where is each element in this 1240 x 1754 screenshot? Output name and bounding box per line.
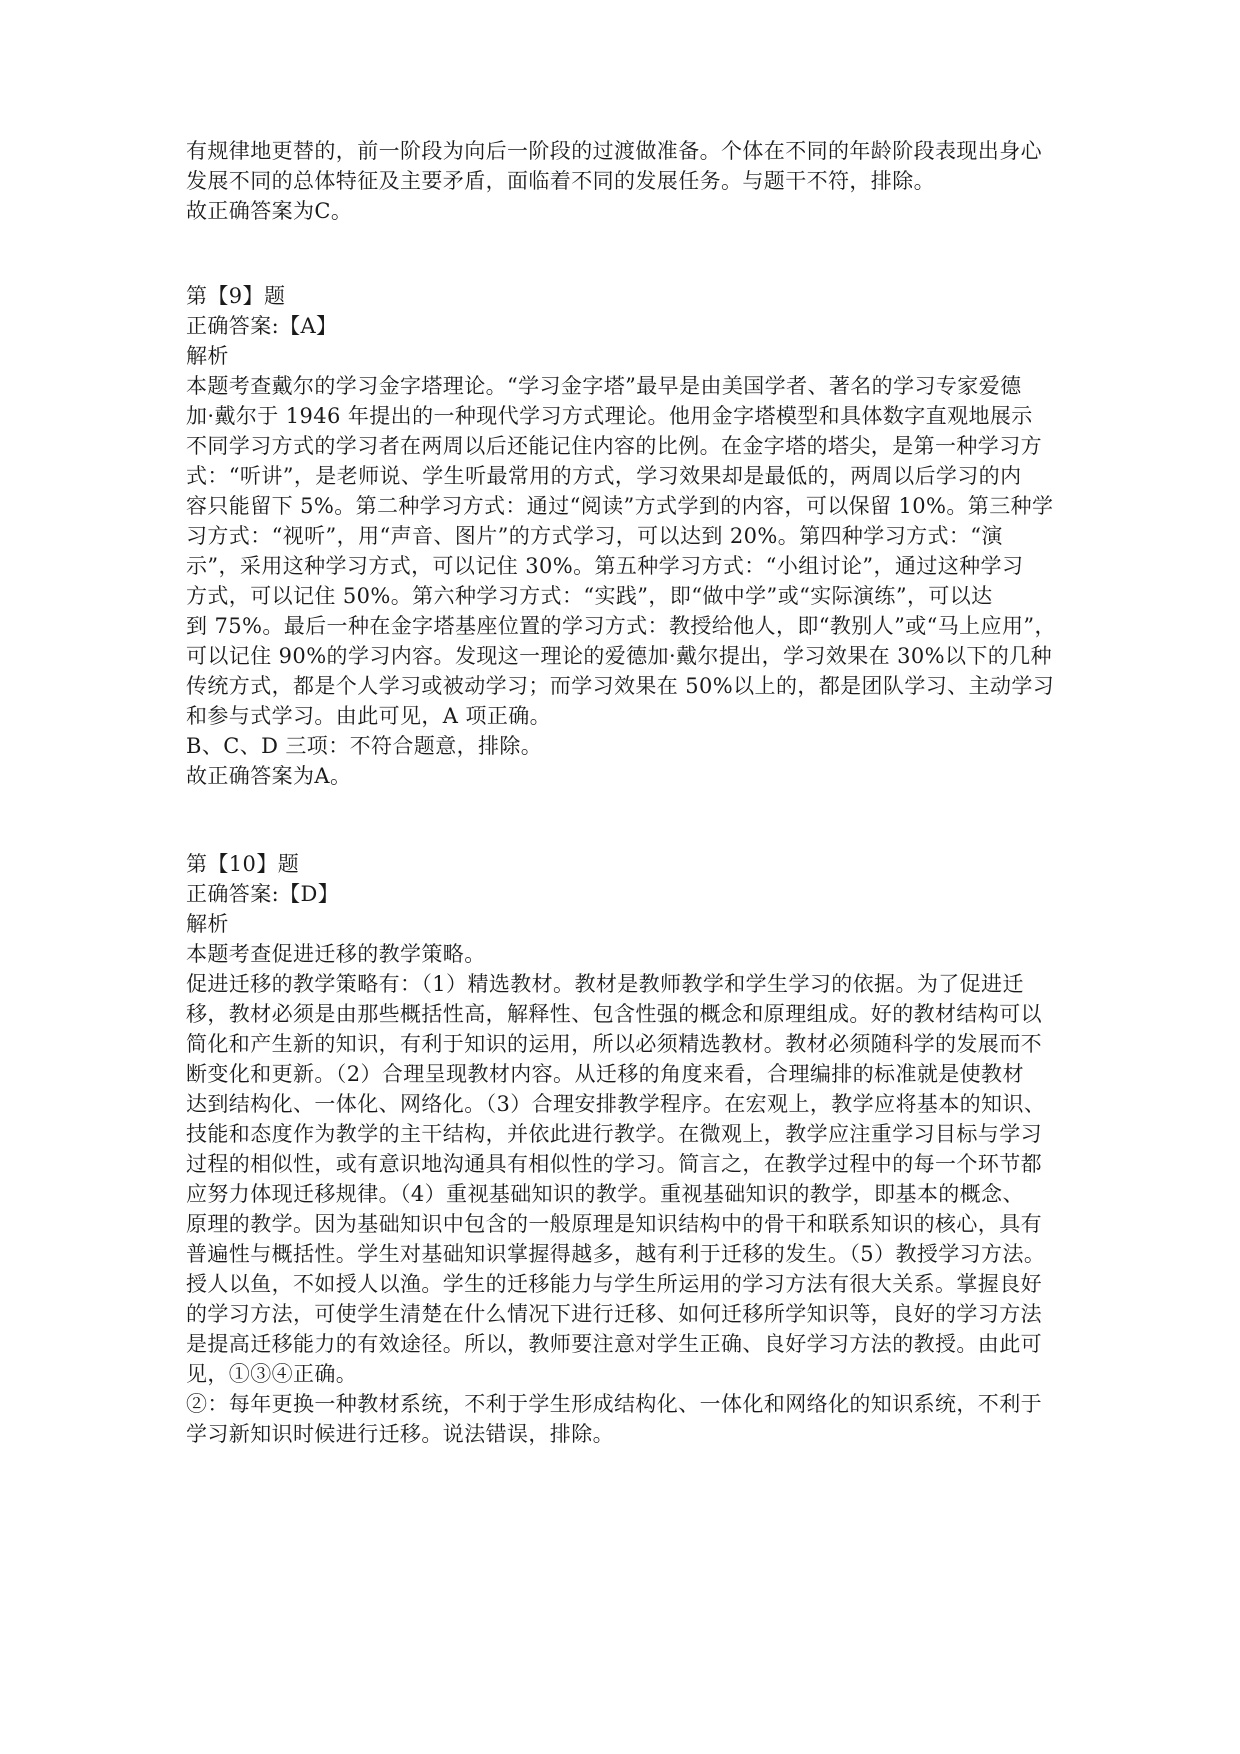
text-line: 原理的教学。因为基础知识中包含的一般原理是知识结构中的骨干和联系知识的核心，具有 [186,1212,1042,1236]
analysis-label: 解析 [186,344,229,368]
text-line: 发展不同的总体特征及主要矛盾，面临着不同的发展任务。与题干不符，排除。 [186,169,935,193]
text-line: 本题考查戴尔的学习金字塔理论。“学习金字塔”最早是由美国学者、著名的学习专家爱德 [186,374,1022,398]
text-line: 式：“听讲”，是老师说、学生听最常用的方式，学习效果却是最低的，两周以后学习的内 [186,464,1022,488]
question-title: 第【9】题 [186,284,286,308]
text-line: ②：每年更换一种教材系统，不利于学生形成结构化、一体化和网络化的知识系统，不利于 [186,1392,1042,1416]
text-line: 断变化和更新。（2）合理呈现教材内容。从迁移的角度来看，合理编排的标准就是使教材 [186,1062,1024,1086]
text-line: 到 75%。最后一种在金字塔基座位置的学习方式：教授给他人，即“教别人”或“马上应用”， [186,614,1056,638]
text-line: 的学习方法，可使学生清楚在什么情况下进行迁移、如何迁移所学知识等，良好的学习方法 [186,1302,1042,1326]
correct-answer: 正确答案:【A】 [186,314,338,338]
text-line: 应努力体现迁移规律。（4）重视基础知识的教学。重视基础知识的教学，即基本的概念、 [186,1182,1024,1206]
text-line: 可以记住 90%的学习内容。发现这一理论的爱德加·戴尔提出，学习效果在 30%以下的几种 [186,644,1052,668]
text-line: 示”，采用这种学习方式，可以记住 30%。第五种学习方式：“小组讨论”，通过这种学习 [186,554,1024,578]
text-line: 加·戴尔于 1946 年提出的一种现代学习方式理论。他用金字塔模型和具体数字直观地展示 [186,404,1033,428]
previous-question-explanation-tail [186,136,1054,226]
text-line: 学习新知识时候进行迁移。说法错误，排除。 [186,1422,614,1446]
text-line: 促进迁移的教学策略有：（1）精选教材。教材是教师教学和学生学习的依据。为了促进迁 [186,972,1024,996]
text-line: 授人以鱼，不如授人以渔。学生的迁移能力与学生所运用的学习方法有很大关系。掌握良好 [186,1272,1042,1296]
text-line: 方式，可以记住 50%。第六种学习方式：“实践”，即“做中学”或“实际演练”，可以达 [186,584,993,608]
conclusion-line: 故正确答案为C。 [186,199,353,223]
text-line: 达到结构化、一体化、网络化。（3）合理安排教学程序。在宏观上，教学应将基本的知识、 [186,1092,1046,1116]
text-line: 和参与式学习。由此可见，A 项正确。 [186,704,552,728]
text-line: 普遍性与概括性。学生对基础知识掌握得越多，越有利于迁移的发生。（5）教授学习方法。 [186,1242,1046,1266]
text-line: 习方式：“视听”，用“声音、图片”的方式学习，可以达到 20%。第四种学习方式：“演 [186,524,1003,548]
text-line: 技能和态度作为教学的主干结构，并依此进行教学。在微观上，教学应注重学习目标与学习 [186,1122,1042,1146]
text-line: 简化和产生新的知识，有利于知识的运用，所以必须精选教材。教材必须随科学的发展而不 [186,1032,1042,1056]
conclusion-line: 故正确答案为A。 [186,764,352,788]
question-title: 第【10】题 [186,852,300,876]
correct-answer: 正确答案:【D】 [186,882,340,906]
text-line: 过程的相似性，或有意识地沟通具有相似性的学习。简言之，在教学过程中的每一个环节都 [186,1152,1042,1176]
question-block-10 [186,849,1054,1449]
analysis-label: 解析 [186,912,229,936]
text-line: 是提高迁移能力的有效途径。所以，教师要注意对学生正确、良好学习方法的教授。由此可 [186,1332,1042,1356]
text-line: 本题考查促进迁移的教学策略。 [186,942,486,966]
document-page [186,136,1054,1449]
text-line: 容只能留下 5%。第二种学习方式：通过“阅读”方式学到的内容，可以保留 10%。第三种学 [186,494,1054,518]
text-line: B、C、D 三项：不符合题意，排除。 [186,734,543,758]
question-block-9 [186,281,1054,791]
text-line: 见，①③④正确。 [186,1362,358,1386]
text-line: 不同学习方式的学习者在两周以后还能记住内容的比例。在金字塔的塔尖，是第一种学习方 [186,434,1042,458]
text-line: 传统方式，都是个人学习或被动学习；而学习效果在 50%以上的，都是团队学习、主动学习 [186,674,1055,698]
text-line: 移，教材必须是由那些概括性高，解释性、包含性强的概念和原理组成。好的教材结构可以 [186,1002,1042,1026]
text-line: 有规律地更替的，前一阶段为向后一阶段的过渡做准备。个体在不同的年龄阶段表现出身心 [186,139,1042,163]
